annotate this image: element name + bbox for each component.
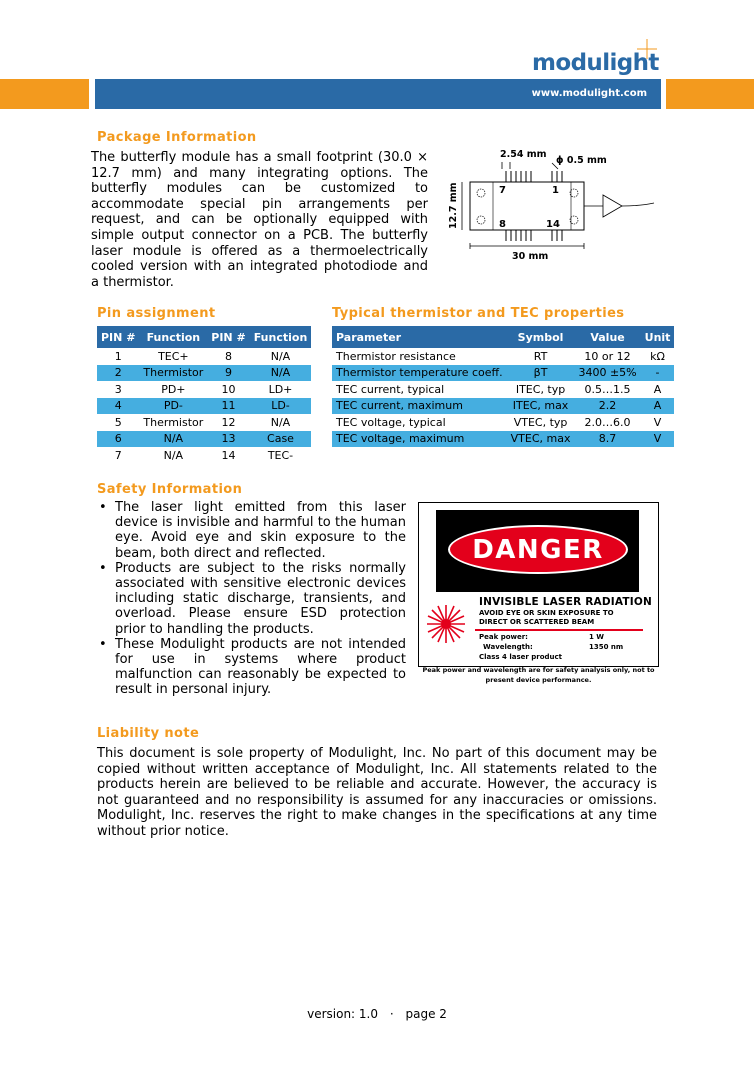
table-cell: 10 or 12	[584, 349, 631, 363]
table-cell: 11	[207, 398, 249, 415]
table-cell: N/A	[270, 349, 291, 363]
col-header: Value	[574, 326, 640, 348]
table-cell: N/A	[163, 448, 184, 462]
table-cell: TEC+	[158, 349, 189, 363]
table-cell: Case	[250, 431, 312, 448]
table-cell: Thermistor resistance	[336, 349, 456, 363]
table-cell: 14	[221, 448, 236, 462]
package-text: The butterfly module has a small footprint (30.0 × 12.7 mm) and many integrating options. The butterfly modules can be customized to accommodate special pin arrangements per request, and can be optionally equipped with simple output connector on a PCB. The butterfly laser module is offered as a thermoelectrically cooled version with an integrated photodiode and a thermistor.	[91, 150, 428, 290]
header-band	[95, 79, 661, 109]
table-cell: 6	[97, 431, 139, 448]
table-cell: 8.7	[574, 431, 640, 448]
pin-label-1: 1	[552, 185, 559, 196]
pin-label-14: 14	[546, 219, 560, 230]
table-row	[97, 431, 311, 448]
table-cell: A	[653, 382, 662, 396]
safety-bullet-list	[97, 500, 406, 698]
table-row	[97, 398, 311, 415]
table-row	[332, 431, 674, 448]
table-row	[97, 365, 311, 382]
butterfly-package-diagram	[440, 145, 662, 265]
table-cell: 12	[221, 415, 236, 429]
laser-danger-label	[418, 502, 659, 667]
table-cell: TEC current, maximum	[332, 398, 507, 415]
table-cell: 7	[114, 448, 122, 462]
width-dimension: 30 mm	[512, 251, 549, 262]
wavelength-value: 1350 nm	[589, 643, 624, 651]
col-header: PIN #	[97, 326, 139, 348]
laser-starburst-icon	[425, 603, 467, 645]
pin-table-header	[97, 326, 311, 348]
table-cell: Thermistor	[143, 415, 204, 429]
pin-diameter-dimension: ϕ 0.5 mm	[556, 155, 607, 166]
danger-sign: DANGER	[448, 525, 628, 574]
table-cell: LD-	[250, 398, 312, 415]
pitch-dimension: 2.54 mm	[500, 149, 547, 160]
table-cell: kΩ	[650, 349, 665, 363]
table-cell: βT	[507, 365, 575, 382]
label-divider	[475, 629, 643, 631]
list-item: • Products are subject to the risks normally associated with sensitive electronic devices including static discharge, transients, and overload. Please ensure ESD protection prior to handling the products.	[99, 560, 406, 637]
table-row	[332, 414, 674, 431]
pin-assignment-heading: Pin assignment	[97, 306, 216, 321]
col-header: Symbol	[507, 326, 575, 348]
liability-text: This document is sole property of Modulight, Inc. No part of this document may be copied without written acceptance of Modulight, Inc. All statements related to the products herein are believed to be reliable and accurate. However, the accuracy is not guaranteed and no responsibility is assumed for any inaccuracies or omissions. Modulight, Inc. reserves the right to make changes in the specifications at any time without prior notice.	[97, 746, 657, 839]
header-band-left	[0, 79, 89, 109]
table-cell: 0.5…1.5	[584, 382, 631, 396]
table-cell: 3400 ±5%	[574, 365, 640, 382]
laser-class: Class 4 laser product	[479, 653, 563, 661]
tec-table-header	[332, 326, 674, 348]
safety-heading: Safety Information	[97, 482, 243, 497]
table-cell: Thermistor	[139, 365, 207, 382]
tec-properties-heading: Typical thermistor and TEC properties	[332, 306, 625, 321]
pin-label-7: 7	[499, 185, 506, 196]
col-header: PIN #	[207, 326, 249, 348]
table-cell: V	[653, 415, 662, 429]
table-cell: Thermistor temperature coeff.	[332, 365, 507, 382]
wavelength-label: Wavelength:	[483, 643, 533, 651]
table-cell: A	[641, 398, 675, 415]
table-cell: N/A	[250, 365, 312, 382]
table-cell: 1	[114, 349, 122, 363]
height-dimension: 12.7 mm	[448, 182, 459, 229]
col-header: Unit	[641, 326, 675, 348]
table-cell: VTEC, typ	[513, 415, 568, 429]
table-row	[97, 447, 311, 464]
tec-table	[332, 326, 674, 447]
table-cell: -	[641, 365, 675, 382]
table-cell: 10	[221, 382, 236, 396]
header-band-right	[666, 79, 754, 109]
label-footnote: Peak power and wavelength are for safety analysis only, not to present device performance.	[422, 666, 655, 684]
table-cell: 9	[207, 365, 249, 382]
table-cell: PD-	[139, 398, 207, 415]
table-cell: TEC-	[267, 448, 294, 462]
peak-power-value: 1 W	[589, 633, 605, 641]
table-row	[332, 381, 674, 398]
page-footer	[0, 1007, 754, 1021]
label-subtitle: AVOID EYE OR SKIN EXPOSURE TO DIRECT OR SCATTERED BEAM	[479, 609, 614, 626]
table-cell: RT	[533, 349, 548, 363]
table-row	[97, 348, 311, 365]
col-header: Parameter	[332, 326, 507, 348]
table-cell: V	[641, 431, 675, 448]
footer-separator: ·	[389, 1007, 394, 1021]
peak-power-label: Peak power:	[479, 633, 528, 641]
liability-heading: Liability note	[97, 726, 200, 741]
label-title: INVISIBLE LASER RADIATION	[479, 596, 652, 608]
table-cell: 2	[97, 365, 139, 382]
table-cell: LD+	[268, 382, 293, 396]
col-header: Function	[139, 326, 207, 348]
list-item: • The laser light emitted from this laser device is invisible and harmful to the human eye. Avoid eye and skin exposure to the beam, both direct and reflected.	[99, 500, 406, 561]
danger-header-panel	[436, 510, 639, 592]
list-item: • These Modulight products are not intended for use in systems where product malfunction can reasonably be expected to result in personal injury.	[99, 636, 406, 698]
table-cell: 8	[224, 349, 232, 363]
table-cell: VTEC, max	[507, 431, 575, 448]
table-cell: TEC voltage, typical	[336, 415, 446, 429]
table-row	[97, 414, 311, 431]
version-label: version: 1.0	[307, 1007, 378, 1021]
table-cell: TEC current, typical	[336, 382, 445, 396]
table-cell: TEC voltage, maximum	[332, 431, 507, 448]
table-row	[332, 365, 674, 382]
table-cell: 5	[114, 415, 122, 429]
table-cell: N/A	[139, 431, 207, 448]
pin-table	[97, 326, 311, 464]
table-cell: N/A	[270, 415, 291, 429]
sparkle-icon	[636, 38, 658, 60]
table-cell: 2.0…6.0	[584, 415, 631, 429]
table-cell: 4	[97, 398, 139, 415]
table-cell: ITEC, max	[507, 398, 575, 415]
col-header: Function	[250, 326, 312, 348]
pin-label-8: 8	[499, 219, 506, 230]
table-cell: 2.2	[574, 398, 640, 415]
table-cell: PD+	[161, 382, 186, 396]
table-cell: ITEC, typ	[515, 382, 566, 396]
page-number: page 2	[405, 1007, 447, 1021]
table-row	[332, 348, 674, 365]
package-heading: Package Information	[97, 130, 257, 145]
modulight-logo: modulight	[532, 50, 659, 76]
website-url[interactable]: www.modulight.com	[531, 88, 647, 99]
table-cell: 3	[114, 382, 122, 396]
table-row	[332, 398, 674, 415]
table-cell: 13	[207, 431, 249, 448]
table-row	[97, 381, 311, 398]
